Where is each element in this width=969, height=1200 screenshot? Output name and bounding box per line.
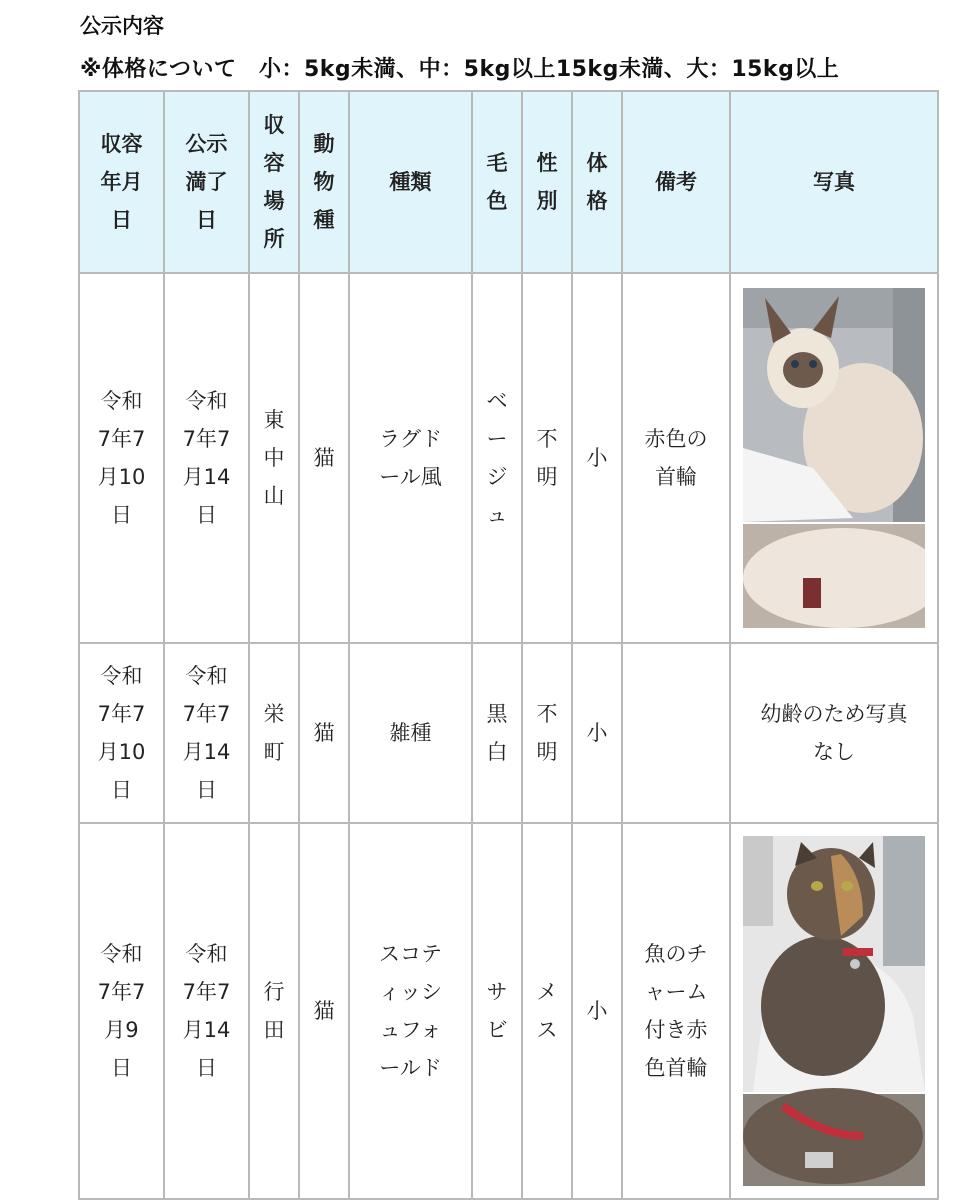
text-line: 日 (110, 1056, 132, 1080)
cell-location (249, 273, 299, 643)
text-line: 備考 (655, 170, 697, 194)
text-line: ュフォ (379, 1018, 442, 1042)
text-line: 行 (263, 980, 285, 1004)
cell-color (472, 273, 522, 643)
cell-location (249, 643, 299, 823)
text-line: 明 (536, 740, 558, 764)
text-line: 収容 (100, 132, 143, 156)
text-line: ジ (486, 465, 508, 489)
text-line: 首輪 (655, 465, 697, 489)
text-line: 種 (313, 208, 335, 232)
text-line: ールド (379, 1056, 442, 1080)
cell-sex (522, 643, 572, 823)
text-line: 赤色の (644, 427, 708, 451)
text-line: 7年7 (182, 427, 231, 451)
text-line: 7年7 (182, 702, 231, 726)
text-line: 日 (195, 1056, 217, 1080)
cell-breed (349, 273, 472, 643)
text-line: 令和 (185, 389, 228, 413)
cell-color (472, 643, 522, 823)
text-line: 7年7 (182, 980, 231, 1004)
text-line: なし (813, 740, 855, 764)
text-line: ー (486, 427, 508, 451)
text-line: メ (536, 980, 558, 1004)
cell-sex (522, 823, 572, 1199)
cell-location (249, 823, 299, 1199)
text-line: 格 (586, 189, 608, 213)
cell-animal (299, 823, 349, 1199)
cell-photo (730, 643, 938, 823)
text-line: 町 (263, 740, 285, 764)
text-line: サ (486, 980, 508, 1004)
cell-size (572, 643, 622, 823)
cell-size (572, 823, 622, 1199)
header-row (79, 91, 938, 273)
header-photo (730, 91, 938, 273)
text-line: 猫 (313, 721, 335, 745)
text-line: 小 (586, 721, 608, 745)
cell-animal (299, 643, 349, 823)
text-line: 日 (111, 208, 132, 232)
text-line: 日 (110, 778, 132, 802)
header-notice-end-date (164, 91, 249, 273)
header-color (472, 91, 522, 273)
text-line: 小 (586, 446, 608, 470)
cell-breed (349, 643, 472, 823)
text-line: 月9 (104, 1018, 139, 1042)
text-line: 年月 (100, 170, 143, 194)
text-line: 猫 (313, 999, 335, 1023)
text-line: 月14 (182, 465, 231, 489)
text-line: 令和 (185, 942, 228, 966)
text-line: ス (536, 1018, 558, 1042)
header-size (572, 91, 622, 273)
text-line: 月14 (182, 1018, 231, 1042)
header-location (249, 91, 299, 273)
table-row (79, 643, 938, 823)
text-line: 月10 (97, 465, 146, 489)
text-line: 令和 (100, 664, 143, 688)
text-line: ャーム (644, 980, 708, 1004)
text-line: 所 (263, 227, 285, 251)
text-line: 小 (586, 999, 608, 1023)
text-line: 幼齢のため写真 (760, 702, 908, 726)
text-line: 栄 (263, 702, 285, 726)
text-line: 物 (313, 170, 335, 194)
text-line: 場 (263, 189, 285, 213)
text-line: 東 (263, 408, 285, 432)
text-line: 公示 (185, 132, 228, 156)
text-line: 7年7 (97, 427, 146, 451)
text-line: 動 (313, 132, 335, 156)
cell-photo (730, 273, 938, 643)
cell-photo (730, 823, 938, 1199)
text-line: ベ (486, 389, 508, 413)
page-title: 公示内容 (80, 14, 164, 38)
text-line: 種類 (389, 170, 432, 194)
text-line: 満了 (185, 170, 228, 194)
cell-sex (522, 273, 572, 643)
text-line: 不 (536, 702, 558, 726)
text-line: 容 (263, 151, 285, 175)
size-note: ※体格について 小：5kg未満、中：5kg以上15kg未満、大：15kg以上 (80, 57, 840, 82)
cell-animal (299, 273, 349, 643)
cell-remarks (622, 273, 730, 643)
text-line: 性 (536, 151, 558, 175)
cell-notice-end-date (164, 273, 249, 643)
header-sex (522, 91, 572, 273)
no-photo-note (761, 695, 908, 771)
cell-notice-end-date (164, 643, 249, 823)
text-line: 令和 (100, 389, 143, 413)
text-line: 日 (195, 778, 217, 802)
cell-color (472, 823, 522, 1199)
text-line: 雑種 (389, 721, 432, 745)
header-breed (349, 91, 472, 273)
text-line: ィッシ (379, 980, 442, 1004)
text-line: 別 (536, 189, 558, 213)
header-intake-date (79, 91, 164, 273)
text-line: 収 (263, 113, 285, 137)
text-line: 不 (536, 427, 558, 451)
cell-breed (349, 823, 472, 1199)
text-line: 毛 (486, 151, 508, 175)
text-line: 日 (110, 503, 132, 527)
text-line: ラグド (379, 427, 442, 451)
cell-notice-end-date (164, 823, 249, 1199)
text-line: 猫 (313, 446, 335, 470)
text-line: 中 (263, 446, 285, 470)
text-line: ール風 (379, 465, 442, 489)
text-line: 色 (486, 189, 508, 213)
text-line: 魚のチ (644, 942, 708, 966)
text-line: 日 (196, 208, 217, 232)
text-line: 白 (486, 740, 508, 764)
cell-intake-date (79, 273, 164, 643)
text-line: 色首輪 (644, 1056, 708, 1080)
text-line: スコテ (379, 942, 442, 966)
text-line: 7年7 (97, 980, 146, 1004)
header-animal (299, 91, 349, 273)
cell-intake-date (79, 823, 164, 1199)
text-line: 月14 (182, 740, 231, 764)
text-line: 山 (263, 484, 285, 508)
cell-size (572, 273, 622, 643)
table-row (79, 823, 938, 1199)
cell-remarks (622, 643, 730, 823)
text-line: 黒 (486, 702, 508, 726)
ragdoll-cat-photo (743, 288, 925, 628)
cell-remarks (622, 823, 730, 1199)
header-remarks (622, 91, 730, 273)
table-row (79, 273, 938, 643)
text-line: 令和 (185, 664, 228, 688)
text-line: 月10 (97, 740, 146, 764)
text-line: ビ (486, 1018, 508, 1042)
text-line: 明 (536, 465, 558, 489)
text-line: 写真 (813, 170, 855, 194)
cell-intake-date (79, 643, 164, 823)
text-line: 付き赤 (644, 1018, 708, 1042)
text-line: ュ (486, 503, 508, 527)
text-line: 令和 (100, 942, 143, 966)
scottish-fold-cat-photo (743, 836, 925, 1186)
text-line: 体 (586, 151, 608, 175)
animal-table (78, 90, 939, 1200)
text-line: 7年7 (97, 702, 146, 726)
text-line: 日 (195, 503, 217, 527)
text-line: 田 (263, 1018, 285, 1042)
